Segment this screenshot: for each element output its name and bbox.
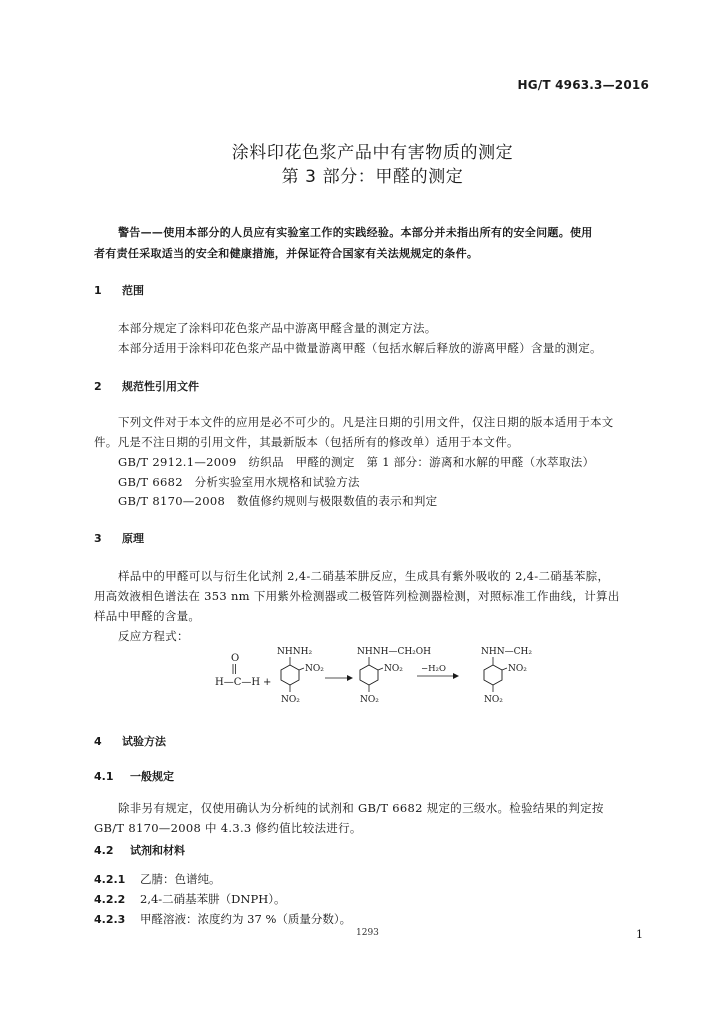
item-4-2-3-number: 4.2.3 (94, 913, 126, 926)
product-chain-label: NHN—CH₂ (481, 647, 532, 657)
section-2-title: 规范性引用文件 (122, 380, 199, 393)
dnph-ortho-nitro: NO₂ (305, 664, 324, 674)
section-4-1-number: 4.1 (94, 770, 114, 783)
section-3-number: 3 (94, 532, 102, 545)
section-4-number: 4 (94, 735, 102, 748)
plus-sign: + (263, 677, 272, 688)
item-4-2-1-text: 乙腈：色谱纯。 (140, 872, 221, 886)
section-3-paragraph-1: 样品中的甲醛可以与衍生化试剂 2,4-二硝基苯肼反应，生成具有紫外吸收的 2,4-二硝基苯腙， (118, 569, 610, 583)
reaction-equation (195, 640, 565, 712)
standard-number: HG/T 4963.3—2016 (517, 78, 649, 92)
section-3-heading (94, 530, 144, 546)
item-4-2-3-text: 甲醛溶液：浓度约为 37 %（质量分数）。 (140, 912, 352, 926)
section-4-2-number: 4.2 (94, 844, 114, 857)
section-2-number: 2 (94, 380, 102, 393)
section-1-number: 1 (94, 284, 102, 297)
section-4-title: 试验方法 (122, 735, 166, 748)
section-4-1-paragraph-2: GB/T 8170—2008 中 4.3.3 修约值比较法进行。 (94, 821, 362, 835)
item-4-2-1-number: 4.2.1 (94, 873, 126, 886)
item-4-2-1 (94, 871, 221, 887)
section-3-paragraph-3: 样品中甲醛的含量。 (94, 609, 201, 623)
hydrazone-product (481, 647, 532, 705)
dnph-para-nitro: NO₂ (281, 695, 300, 705)
section-2-heading (94, 378, 199, 394)
section-3-paragraph-2: 用高效液相色谱法在 353 nm 下用紫外检测器或二极管阵列检测器检测，对照标准工作曲线，计算出 (94, 589, 620, 603)
intermediate-para-nitro: NO₂ (360, 695, 379, 705)
item-4-2-2-text: 2,4-二硝基苯肼（DNPH）。 (140, 892, 286, 906)
section-1-heading (94, 282, 144, 298)
section-4-2-heading (94, 842, 185, 858)
section-1-paragraph-2: 本部分适用于涂料印花色浆产品中微量游离甲醛（包括水解后释放的游离甲醛）含量的测定。 (118, 341, 602, 355)
footer-code: 1293 (356, 928, 379, 938)
warning-line-1: 警告——使用本部分的人员应有实验室工作的实践经验。本部分并未指出所有的安全问题。使用 (118, 226, 593, 239)
reaction-arrow-2 (417, 664, 459, 679)
section-1-paragraph-1: 本部分规定了涂料印花色浆产品中游离甲醛含量的测定方法。 (118, 321, 437, 335)
dnph-reactant (277, 647, 324, 705)
section-3-title: 原理 (122, 532, 144, 545)
item-4-2-2-number: 4.2.2 (94, 893, 126, 906)
reference-1: GB/T 2912.1—2009 纺织品 甲醛的测定 第 1 部分：游离和水解的甲醛（水萃取法） (118, 455, 595, 469)
product-ortho-nitro: NO₂ (508, 664, 527, 674)
title-line-2: 第 3 部分：甲醛的测定 (281, 167, 464, 187)
warning-line-2: 者有责任采取适当的安全和健康措施，并保证符合国家有关法规规定的条件。 (94, 247, 479, 260)
dnph-amine-label: NHNH₂ (277, 647, 313, 657)
reaction-arrow-1 (325, 675, 353, 681)
reference-2: GB/T 6682 分析实验室用水规格和试验方法 (118, 475, 360, 489)
section-2-paragraph-1: 下列文件对于本文件的应用是必不可少的。凡是注日期的引用文件，仅注日期的版本适用于本文 (118, 415, 614, 429)
section-4-1-paragraph-1: 除非另有规定，仅使用确认为分析纯的试剂和 GB/T 6682 规定的三级水。检验结果的判定按 (118, 801, 604, 815)
section-2-paragraph-2: 件。凡是不注日期的引用文件，其最新版本（包括所有的修改单）适用于本文件。 (94, 435, 519, 449)
section-4-1-title: 一般规定 (130, 770, 174, 783)
reference-3: GB/T 8170—2008 数值修约规则与极限数值的表示和判定 (118, 494, 438, 508)
intermediate-ortho-nitro: NO₂ (384, 664, 403, 674)
intermediate-chain-label: NHNH—CH₂OH (357, 647, 432, 657)
section-4-2-title: 试剂和材料 (130, 844, 185, 857)
page-number: 1 (636, 928, 643, 941)
section-4-1-heading (94, 768, 174, 784)
item-4-2-3 (94, 911, 351, 927)
product-para-nitro: NO₂ (484, 695, 503, 705)
formaldehyde-chain: H—C—H (215, 677, 261, 688)
formaldehyde (215, 653, 260, 688)
section-4-heading (94, 733, 166, 749)
item-4-2-2 (94, 891, 285, 907)
section-1-title: 范围 (122, 284, 144, 297)
section-3-paragraph-4: 反应方程式： (118, 629, 189, 643)
title-line-1: 涂料印花色浆产品中有害物质的测定 (231, 143, 514, 163)
dehydration-condition: −H₂O (421, 664, 446, 674)
formaldehyde-oxygen: O (231, 653, 240, 664)
